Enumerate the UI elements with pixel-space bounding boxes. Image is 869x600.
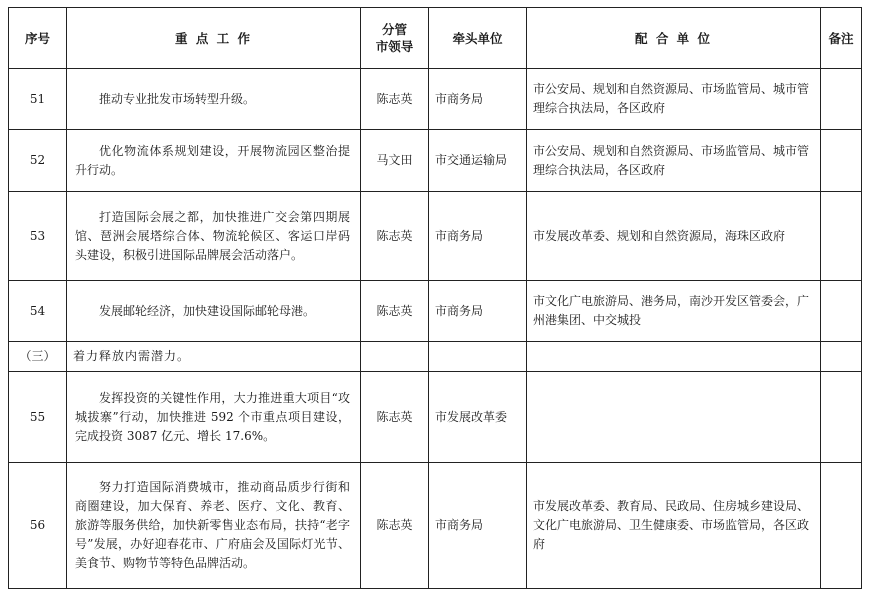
section-empty-remark	[821, 342, 862, 372]
section-row	[9, 342, 862, 372]
header-work: 重 点 工 作	[67, 8, 361, 69]
row-no: 56	[9, 463, 67, 589]
table-row	[9, 130, 862, 192]
table-row	[9, 372, 862, 463]
row-lead-unit: 市交通运输局	[429, 130, 527, 192]
row-remark	[821, 281, 862, 342]
section-empty-lead	[429, 342, 527, 372]
table-row	[9, 281, 862, 342]
row-no: 53	[9, 192, 67, 281]
header-row	[9, 8, 862, 69]
section-no: （三）	[9, 342, 67, 372]
row-no: 51	[9, 69, 67, 130]
header-leader	[361, 8, 429, 69]
row-lead-unit: 市商务局	[429, 192, 527, 281]
header-remark: 备注	[821, 8, 862, 69]
row-no: 55	[9, 372, 67, 463]
row-work	[67, 281, 361, 342]
row-lead-unit: 市商务局	[429, 281, 527, 342]
row-leader: 陈志英	[361, 69, 429, 130]
row-remark	[821, 69, 862, 130]
row-remark	[821, 463, 862, 589]
section-empty-coop	[527, 342, 821, 372]
row-coop-units: 市发展改革委、规划和自然资源局，海珠区政府	[527, 192, 821, 281]
row-leader: 陈志英	[361, 463, 429, 589]
row-work-text: 发展邮轮经济，加快建设国际邮轮母港。	[99, 303, 316, 318]
row-remark	[821, 192, 862, 281]
row-work-text: 发挥投资的关键性作用，大力推进重大项目“攻城拔寨”行动，加快推进 592 个市重点项目建设，完成投资 3087 亿元、增长 17.6%。	[75, 390, 350, 443]
row-leader: 马文田	[361, 130, 429, 192]
row-leader: 陈志英	[361, 372, 429, 463]
row-coop-units: 市公安局、规划和自然资源局、市场监管局、城市管理综合执法局，各区政府	[527, 69, 821, 130]
row-lead-unit: 市商务局	[429, 69, 527, 130]
row-work	[67, 372, 361, 463]
row-work	[67, 130, 361, 192]
row-no: 52	[9, 130, 67, 192]
row-work-text: 努力打造国际消费城市，推动商品质步行街和商圈建设，加大保育、养老、医疗、文化、教育、旅游等服务供给，加快新零售业态布局，扶持“老字号”发展，办好迎春花市、广府庙会及国际灯光节、美食节、购物节等特色品牌活动。	[75, 480, 350, 570]
table-row	[9, 463, 862, 589]
row-remark	[821, 130, 862, 192]
row-coop-units: 市发展改革委、教育局、民政局、住房城乡建设局、文化广电旅游局、卫生健康委、市场监管局，各区政府	[527, 463, 821, 589]
row-work-text: 打造国际会展之都，加快推进广交会第四期展馆、琶洲会展塔综合体、物流轮候区、客运口岸码头建设，积极引进国际品牌展会活动落户。	[75, 209, 350, 262]
row-coop-units: 市文化广电旅游局、港务局，南沙开发区管委会，广州港集团、中交城投	[527, 281, 821, 342]
row-coop-units	[527, 372, 821, 463]
table-row	[9, 69, 862, 130]
row-work-text: 推动专业批发市场转型升级。	[99, 91, 256, 106]
row-lead-unit: 市发展改革委	[429, 372, 527, 463]
row-leader: 陈志英	[361, 192, 429, 281]
section-title: 着力释放内需潜力。	[67, 342, 361, 372]
work-task-table	[8, 7, 862, 589]
header-no: 序号	[9, 8, 67, 69]
row-work	[67, 69, 361, 130]
header-leader-line2: 市领导	[375, 39, 414, 54]
table-row	[9, 192, 862, 281]
row-work-text: 优化物流体系规划建设，开展物流园区整治提升行动。	[75, 143, 350, 177]
row-coop-units: 市公安局、规划和自然资源局、市场监管局、城市管理综合执法局，各区政府	[527, 130, 821, 192]
row-leader: 陈志英	[361, 281, 429, 342]
row-remark	[821, 372, 862, 463]
header-leader-line1: 分管	[381, 22, 407, 37]
row-lead-unit: 市商务局	[429, 463, 527, 589]
row-work	[67, 192, 361, 281]
header-coop-units: 配 合 单 位	[527, 8, 821, 69]
row-no: 54	[9, 281, 67, 342]
section-empty-leader	[361, 342, 429, 372]
row-work	[67, 463, 361, 589]
header-lead-unit: 牵头单位	[429, 8, 527, 69]
